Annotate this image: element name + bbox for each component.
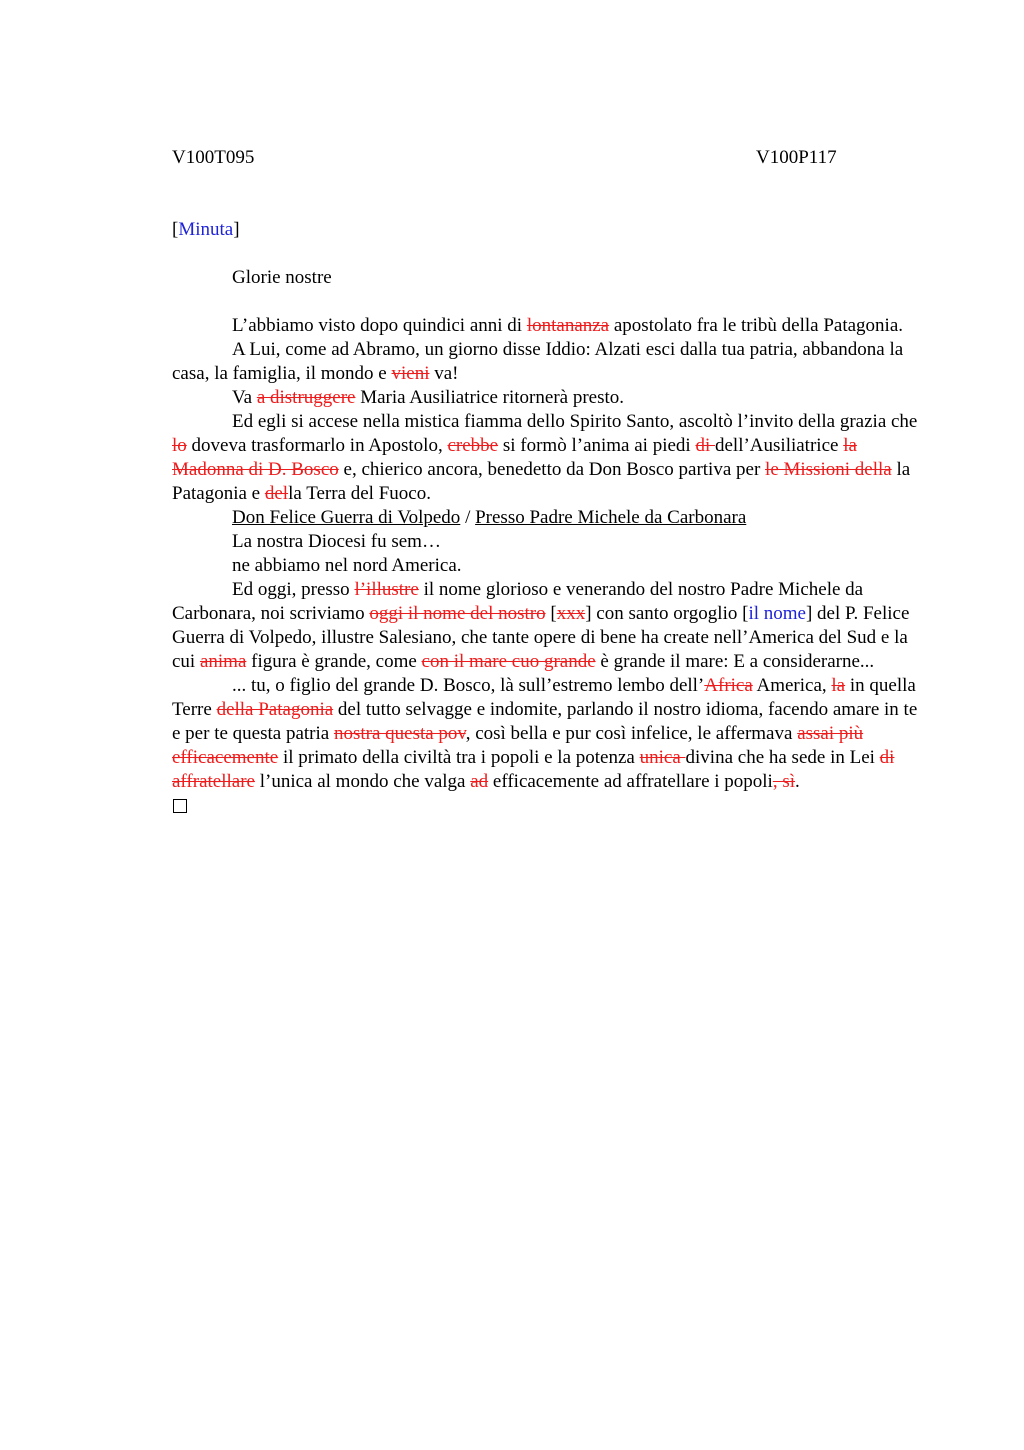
paragraph-1 [172,314,928,338]
paragraph-6: La nostra Diocesi fu sem… [232,531,441,552]
document-header [172,146,928,170]
deletion: crebbe [447,435,499,456]
text: Ed oggi, presso [232,579,355,600]
editorial-note: Minuta [178,219,234,240]
deletion: l’illustre [354,579,419,600]
minuta-label [172,218,928,242]
document-body [172,314,928,813]
paragraph-2 [172,338,928,386]
deletion: della Patagonia [216,699,334,720]
text: [ [545,603,557,624]
deletion: vieni [391,363,430,384]
deletion: con il mare cuo grande [421,651,596,672]
text: ... tu, o figlio del grande D. Bosco, là sull’estremo lembo dell’ [232,675,705,696]
text: l’unica al mondo che valga [254,771,471,792]
end-marker-box-icon [173,799,187,813]
bracket-close: ] [233,219,240,240]
text: il nome glorioso e venerando del nostro Padre Michele da Carbonara, noi scriviamo [172,579,864,624]
document-code-right: V100P117 [756,147,837,168]
deletion: la [831,675,846,696]
deletion: le Missioni della [765,459,892,480]
text: ] con santo orgoglio [ [585,603,749,624]
text: il primato della civiltà tra i popoli e la potenza [278,747,640,768]
text: e, chierico ancora, benedetto da Don Bosco partiva per [338,459,766,480]
text: la Patagonia e [172,459,911,504]
deletion: del [264,483,289,504]
text: doveva trasformarlo in Apostolo, [186,435,448,456]
separator: / [460,507,476,528]
paragraph-4 [172,410,928,506]
deletion: nostra questa pov [333,723,466,744]
document-page [172,146,928,813]
deletion: lo [172,435,187,456]
text: in quella Terre [172,675,916,720]
text: si formò l’anima ai piedi [498,435,696,456]
text: Maria Ausiliatrice ritornerà presto. [355,387,625,408]
deletion: anima [199,651,247,672]
text: L’abbiamo visto dopo quindici anni di [232,315,527,336]
underlined-text: Presso Padre Michele da Carbonara [475,507,747,528]
paragraph-3 [172,386,928,410]
text: America, [752,675,832,696]
text: dell’Ausiliatrice [714,435,844,456]
deletion: di affratellare [172,747,895,792]
deletion: di [695,435,715,456]
paragraph-5 [172,506,928,530]
document-title: Glorie nostre [232,267,332,288]
text: , così bella e pur così infelice, le affermava [465,723,798,744]
deletion: unica [639,747,686,768]
paragraph-8 [172,578,928,674]
deletion: xxx [556,603,586,624]
text: figura è grande, come [246,651,422,672]
text: efficacemente ad affratellare i popoli [488,771,773,792]
text: va! [429,363,459,384]
deletion: a distruggere [256,387,356,408]
deletion: oggi il nome del nostro [369,603,546,624]
paragraph-9 [172,674,928,794]
deletion: ad [470,771,489,792]
text: A Lui, come ad Abramo, un giorno disse Iddio: Alzati esci dalla tua patria, abbandona la casa, la famiglia, il mondo e [172,339,904,384]
deletion: Africa [704,675,753,696]
deletion: lontananza [526,315,610,336]
text: Va [232,387,257,408]
text: è grande il mare: E a considerarne... [595,651,875,672]
text: la Terra del Fuoco. [288,483,431,504]
text: Ed egli si accese nella mistica fiamma dello Spirito Santo, ascoltò l’invito della grazia che [232,411,918,432]
text: ] del P. Felice Guerra di Volpedo, illustre Salesiano, che tante opere di bene ha create nell’America del Sud e la cui [172,603,910,672]
paragraph-7: ne abbiamo nel nord America. [232,555,462,576]
underlined-text: Don Felice Guerra di Volpedo [232,507,461,528]
document-code-left: V100T095 [172,147,255,168]
deletion: , sì [772,771,796,792]
text: del tutto selvagge e indomite, parlando il nostro idioma, facendo amare in te e per te questa patria [172,699,918,744]
text: . [795,771,800,792]
editorial-insertion: il nome [748,603,806,624]
text: apostolato fra le tribù della Patagonia. [609,315,904,336]
deletion: assai più efficacemente [172,723,864,768]
text: divina che ha sede in Lei [685,747,880,768]
deletion: la Madonna di D. Bosco [172,435,857,480]
bracket-open: [ [172,219,179,240]
